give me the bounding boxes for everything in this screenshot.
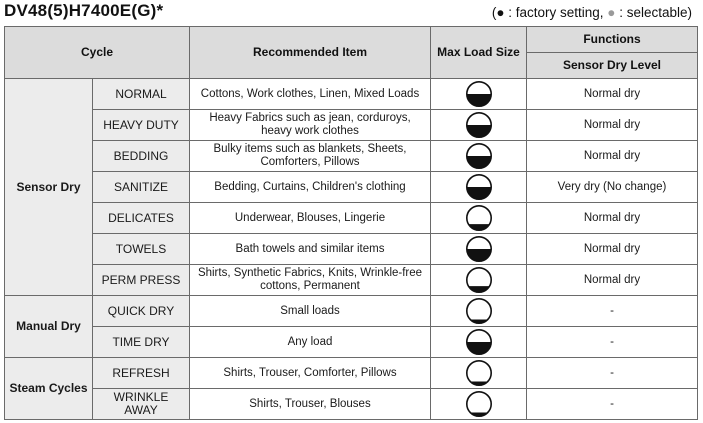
cycle-name: TOWELS: [93, 234, 190, 265]
table-body: [5, 79, 698, 420]
max-load-size: [431, 110, 527, 141]
load-gauge-fill: [466, 156, 490, 168]
recommended-item: [190, 389, 431, 420]
recommended-item: [190, 327, 431, 358]
sensor-dry-level: Normal dry: [527, 234, 698, 265]
cycle-name: NORMAL: [93, 79, 190, 110]
recommended-item: [190, 172, 431, 203]
table-row: [5, 234, 698, 265]
cycle-name: REFRESH: [93, 358, 190, 389]
table-row: [5, 389, 698, 420]
max-load-size: [431, 141, 527, 172]
max-load-size: [431, 389, 527, 420]
max-load-size: [431, 172, 527, 203]
recommended-item-line: Heavy Fabrics such as jean, corduroys,: [209, 112, 411, 124]
cycle-group-label: Sensor Dry: [5, 79, 93, 296]
sensor-dry-level: -: [527, 358, 698, 389]
legend: [492, 5, 692, 20]
recommended-item: [190, 358, 431, 389]
recommended-item: [190, 141, 431, 172]
header-recommended-item: Recommended Item: [190, 27, 431, 79]
recommended-item-line: cottons, Permanent: [260, 280, 360, 292]
recommended-item-line: Cottons, Work clothes, Linen, Mixed Loads: [200, 87, 420, 100]
selectable-dot-icon: ●: [607, 5, 616, 20]
recommended-item-line: Bath towels and similar items: [235, 242, 385, 255]
cycle-name: SANITIZE: [93, 172, 190, 203]
recommended-item-line: Bulky items such as blankets, Sheets,: [213, 143, 407, 155]
max-load-size: [431, 203, 527, 234]
load-gauge-icon: [465, 266, 493, 294]
legend-selectable-text: : selectable): [615, 5, 692, 20]
sensor-dry-level: Normal dry: [527, 203, 698, 234]
table-row: [5, 358, 698, 389]
load-gauge-icon: [465, 390, 493, 418]
max-load-size: [431, 79, 527, 110]
cycle-group-label: Manual Dry: [5, 296, 93, 358]
table-row: [5, 110, 698, 141]
header-max-load-size: Max Load Size: [431, 27, 527, 79]
recommended-item-line: Underwear, Blouses, Lingerie: [234, 211, 386, 224]
recommended-item-line: Comforters, Pillows: [260, 156, 360, 168]
load-gauge-icon: [465, 142, 493, 170]
cycle-table: [4, 26, 698, 420]
load-gauge-fill: [466, 342, 490, 354]
recommended-item-line: heavy work clothes: [261, 125, 359, 137]
table-row: [5, 327, 698, 358]
sensor-dry-level: -: [527, 389, 698, 420]
legend-factory-text: : factory setting,: [504, 5, 608, 20]
recommended-item-line: Shirts, Trouser, Blouses: [249, 397, 371, 410]
load-gauge-icon: [465, 204, 493, 232]
recommended-item: [190, 203, 431, 234]
load-gauge-icon: [465, 111, 493, 139]
load-gauge-fill: [466, 94, 490, 106]
cycle-name: TIME DRY: [93, 327, 190, 358]
factory-setting-dot-icon: ●: [496, 5, 505, 20]
sensor-dry-level: Normal dry: [527, 141, 698, 172]
table-row: [5, 265, 698, 296]
sensor-dry-level: Very dry (No change): [527, 172, 698, 203]
cycle-name: QUICK DRY: [93, 296, 190, 327]
table-row: [5, 79, 698, 110]
recommended-item-line: Shirts, Trouser, Comforter, Pillows: [223, 366, 397, 379]
recommended-item-line: Any load: [287, 335, 333, 348]
sensor-dry-level: -: [527, 327, 698, 358]
table-row: [5, 203, 698, 234]
cycle-name-line: WRINKLE: [113, 390, 169, 404]
sensor-dry-level: -: [527, 296, 698, 327]
load-gauge-icon: [465, 297, 493, 325]
cycle-name-line: AWAY: [124, 403, 158, 417]
load-gauge-fill: [466, 187, 490, 199]
recommended-item: [190, 265, 431, 296]
recommended-item: [190, 234, 431, 265]
recommended-item: [190, 296, 431, 327]
max-load-size: [431, 358, 527, 389]
title-bar: [0, 0, 703, 24]
table-row: [5, 296, 698, 327]
max-load-size: [431, 265, 527, 296]
cycle-name: HEAVY DUTY: [93, 110, 190, 141]
header-sensor-dry-level: Sensor Dry Level: [527, 53, 698, 79]
load-gauge-fill: [466, 249, 490, 261]
recommended-item-line: Small loads: [280, 304, 340, 317]
recommended-item: [190, 79, 431, 110]
header-functions: Functions: [527, 27, 698, 53]
load-gauge-fill: [466, 125, 490, 137]
max-load-size: [431, 234, 527, 265]
max-load-size: [431, 327, 527, 358]
table-row: [5, 141, 698, 172]
load-gauge-icon: [465, 235, 493, 263]
cycle-name: PERM PRESS: [93, 265, 190, 296]
table-row: [5, 172, 698, 203]
recommended-item: [190, 110, 431, 141]
load-gauge-icon: [465, 328, 493, 356]
cycle-name: BEDDING: [93, 141, 190, 172]
load-gauge-icon: [465, 359, 493, 387]
sensor-dry-level: Normal dry: [527, 79, 698, 110]
max-load-size: [431, 296, 527, 327]
recommended-item-line: Bedding, Curtains, Children's clothing: [214, 180, 406, 193]
load-gauge-icon: [465, 173, 493, 201]
recommended-item-line: Shirts, Synthetic Fabrics, Knits, Wrinkle-free: [197, 267, 423, 279]
model-title: DV48(5)H7400E(G)*: [4, 1, 164, 20]
cycle-group-label: Steam Cycles: [5, 358, 93, 420]
load-gauge-icon: [465, 80, 493, 108]
cycle-name: DELICATES: [93, 203, 190, 234]
cycle-name: [93, 389, 190, 420]
legend-open: (: [491, 5, 497, 20]
sensor-dry-level: Normal dry: [527, 265, 698, 296]
header-cycle: Cycle: [5, 27, 190, 79]
sensor-dry-level: Normal dry: [527, 110, 698, 141]
